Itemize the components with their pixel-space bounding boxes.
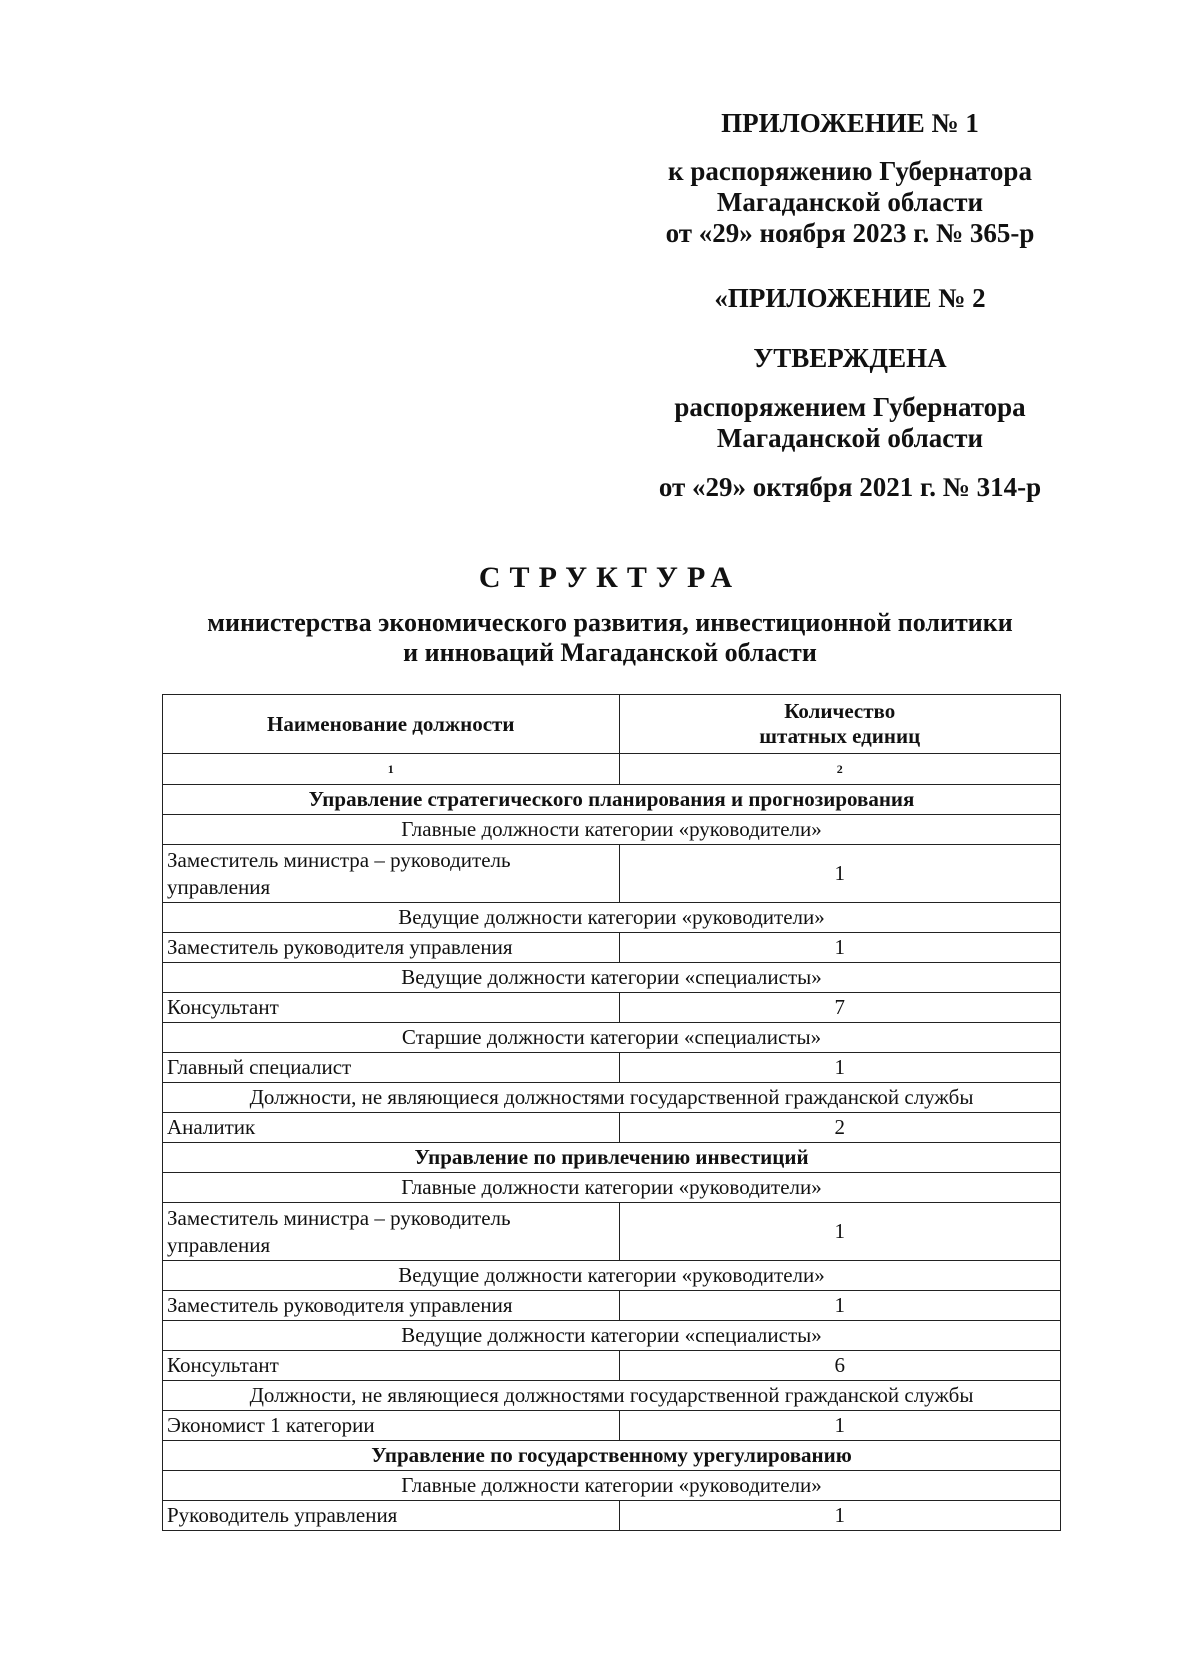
category-row [163, 1321, 1061, 1351]
appendix-number: ПРИЛОЖЕНИЕ № 1 [721, 108, 979, 138]
document-subtitle [160, 608, 1060, 668]
category-title: Ведущие должности категории «специалисты» [163, 963, 1061, 993]
section-title: Управление по привлечению инвестиций [163, 1143, 1061, 1173]
category-title: Старшие должности категории «специалисты» [163, 1023, 1061, 1053]
category-row [163, 903, 1061, 933]
appendix-ref-date: от «29» ноября 2023 г. № 365-р [665, 218, 1035, 248]
category-title: Главные должности категории «руководители» [163, 815, 1061, 845]
table-row [163, 1291, 1061, 1321]
staff-count: 1 [619, 1411, 1061, 1441]
position-name: Заместитель министра – руководитель управления [163, 845, 620, 903]
index-col-1: 1 [163, 754, 620, 785]
position-name: Заместитель министра – руководитель управления [163, 1203, 620, 1261]
position-name: Аналитик [163, 1113, 620, 1143]
category-title: Должности, не являющиеся должностями государственной гражданской службы [163, 1083, 1061, 1113]
approved-by-region: Магаданской области [716, 423, 984, 453]
appendix-block [640, 108, 1060, 503]
document-subtitle-line-1: министерства экономического развития, инвестиционной политики [207, 608, 1013, 637]
section-row [163, 1441, 1061, 1471]
staff-count: 1 [619, 933, 1061, 963]
category-row [163, 1381, 1061, 1411]
position-name: Экономист 1 категории [163, 1411, 620, 1441]
category-title: Должности, не являющиеся должностями государственной гражданской службы [163, 1381, 1061, 1411]
staff-structure-table [162, 694, 1061, 1531]
staff-count: 1 [619, 1501, 1061, 1531]
staff-count: 1 [619, 1053, 1061, 1083]
section-title: Управление стратегического планирования и прогнозирования [163, 785, 1061, 815]
document-title-block [160, 560, 1060, 668]
category-row [163, 1173, 1061, 1203]
category-title: Ведущие должности категории «руководители» [163, 1261, 1061, 1291]
category-title: Главные должности категории «руководители» [163, 1471, 1061, 1501]
appendix-ref-line: к распоряжению Губернатора [668, 156, 1032, 186]
position-name: Заместитель руководителя управления [163, 933, 620, 963]
appendix-ref-region: Магаданской области [716, 187, 984, 217]
category-row [163, 1023, 1061, 1053]
table-row [163, 1411, 1061, 1441]
staff-count: 1 [619, 845, 1061, 903]
category-row [163, 1471, 1061, 1501]
header-staff-count-line-2: штатных единиц [759, 724, 921, 748]
table-row [163, 1351, 1061, 1381]
table-header-row [163, 695, 1061, 754]
position-name: Главный специалист [163, 1053, 620, 1083]
table-row [163, 1501, 1061, 1531]
section-row [163, 785, 1061, 815]
index-col-2: 2 [619, 754, 1061, 785]
position-name: Заместитель руководителя управления [163, 1291, 620, 1321]
position-name: Руководитель управления [163, 1501, 620, 1531]
category-title: Ведущие должности категории «специалисты» [163, 1321, 1061, 1351]
header-staff-count [619, 695, 1061, 754]
category-row [163, 815, 1061, 845]
table-row [163, 993, 1061, 1023]
section-title: Управление по государственному урегулированию [163, 1441, 1061, 1471]
approved-by-line: распоряжением Губернатора [674, 392, 1026, 422]
table-index-row [163, 754, 1061, 785]
staff-count: 7 [619, 993, 1061, 1023]
category-row [163, 1083, 1061, 1113]
header-position-name: Наименование должности [163, 695, 620, 754]
section-row [163, 1143, 1061, 1173]
category-title: Ведущие должности категории «руководители» [163, 903, 1061, 933]
staff-count: 1 [619, 1291, 1061, 1321]
position-name: Консультант [163, 993, 620, 1023]
staff-count: 2 [619, 1113, 1061, 1143]
table-row [163, 1113, 1061, 1143]
approved-label: УТВЕРЖДЕНА [753, 343, 947, 373]
category-row [163, 1261, 1061, 1291]
staff-count: 1 [619, 1203, 1061, 1261]
table-row [163, 1203, 1061, 1261]
appendix-number-2: «ПРИЛОЖЕНИЕ № 2 [714, 283, 986, 313]
table-row [163, 845, 1061, 903]
document-title: СТРУКТУРА [478, 561, 742, 594]
document-subtitle-line-2: и инноваций Магаданской области [403, 638, 817, 667]
position-name: Консультант [163, 1351, 620, 1381]
category-row [163, 963, 1061, 993]
staff-count: 6 [619, 1351, 1061, 1381]
category-title: Главные должности категории «руководители» [163, 1173, 1061, 1203]
table-row [163, 933, 1061, 963]
header-staff-count-line-1: Количество [784, 699, 896, 723]
approved-date: от «29» октября 2021 г. № 314-р [658, 472, 1042, 502]
table-row [163, 1053, 1061, 1083]
